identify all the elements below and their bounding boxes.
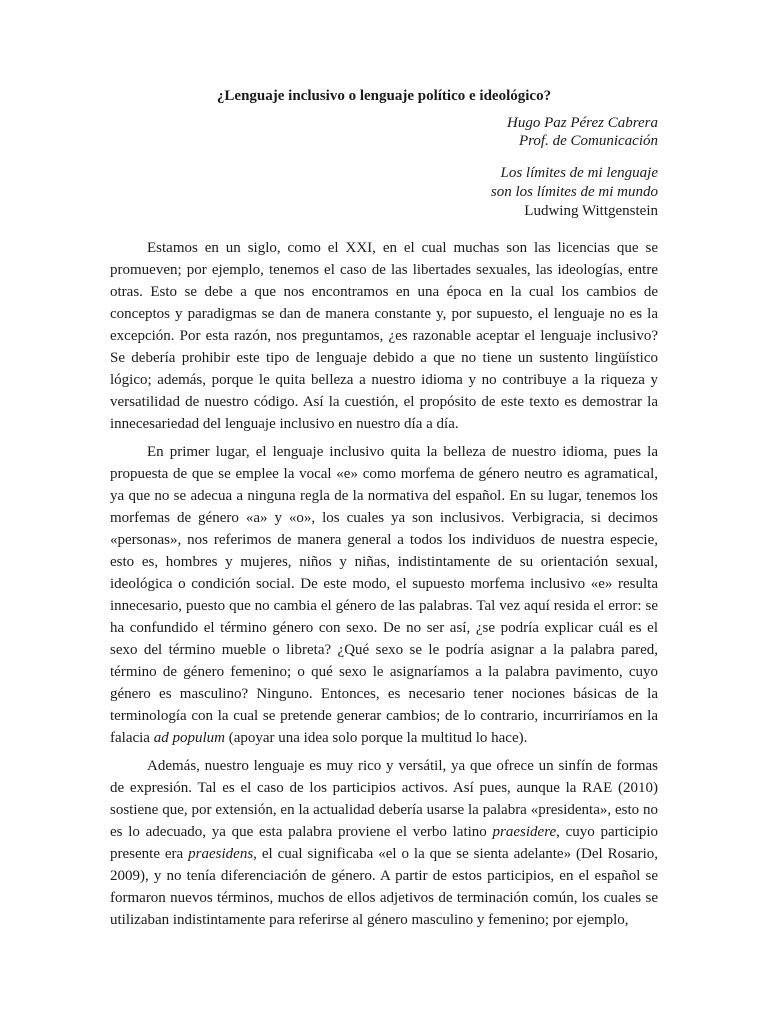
document-body [110, 237, 658, 931]
paragraph-3-italic-term-2: praesidens [188, 846, 254, 862]
paragraph-3-text-b: , cuyo participio presente era [110, 824, 659, 862]
author-block [110, 114, 658, 150]
epigraph-line-2: son los límites de mi mundo [490, 184, 658, 200]
paragraph-1-text: Estamos en un siglo, como el XXI, en el cual muchas son las licencias que se promueven; por ejemplo, tenemos el caso de las libertades sexuales, las ideologías, entre otras. Esto se debe a que nos encontramos en una época en la cual los cambios de conceptos y paradigmas se dan de manera constante y, por supuesto, el lenguaje no es la excepción. Por esta razón, nos preguntamos, ¿es razonable aceptar el lenguaje inclusivo? Se debería prohibir este tipo de lenguaje debido a que no tiene un sustento lingüístico lógico; además, porque le quita belleza a nuestro idioma y no contribuye a la riqueza y versatilidad de nuestro código. Así la cuestión, el propósito de este texto es demostrar la innecesariedad del lenguaje inclusivo en nuestro día a día. [110, 240, 658, 432]
author-name: Hugo Paz Pérez Cabrera [507, 115, 658, 131]
paragraph-3-text-c: , el cual significaba «el o la que se sienta adelante» (Del Rosario, 2009), y no tenía diferenciación de género. A partir de estos participios, en el español se formaron nuevos términos, muchos de ellos adjetivos de terminación común, los cuales se utilizaban indistintamente para referirse al género masculino y femenino; por ejemplo, [110, 846, 658, 928]
paragraph-2 [110, 441, 658, 749]
paragraph-3-italic-term-1: praesidere [492, 824, 557, 840]
paragraph-1 [110, 237, 658, 435]
epigraph [110, 164, 658, 221]
paragraph-2-italic-term: ad populum [153, 730, 225, 746]
epigraph-line-1: Los límites de mi lenguaje [500, 165, 658, 181]
epigraph-attribution: Ludwing Wittgenstein [524, 203, 658, 219]
paragraph-3-text-a: Además, nuestro lenguaje es muy rico y versátil, ya que ofrece un sinfín de formas de expresión. Tal es el caso de los participios activos. Así pues, aunque la RAE (2010) sostiene que, por extensión, en la actualidad debería usarse la palabra «presidenta», esto no es lo adecuado, ya que esta palabra proviene el verbo latino [110, 758, 658, 840]
paragraph-3 [110, 755, 658, 931]
paragraph-2-text-b: (apoyar una idea solo porque la multitud lo hace). [224, 730, 528, 746]
author-role: Prof. de Comunicación [518, 133, 658, 149]
document-title: ¿Lenguaje inclusivo o lenguaje político e ideológico? [216, 88, 552, 104]
paragraph-2-text-a: En primer lugar, el lenguaje inclusivo quita la belleza de nuestro idioma, pues la propuesta de que se emplee la vocal «e» como morfema de género neutro es agramatical, ya que no se adecua a ninguna regla de la normativa del español. En su lugar, tenemos los morfemas de género «a» y «o», los cuales ya son inclusivos. Verbigracia, si decimos «personas», nos referimos de manera general a todos los individuos de nuestra especie, esto es, hombres y mujeres, niños y niñas, indistintamente de su orientación sexual, ideológica o condición social. De este modo, el supuesto morfema inclusivo «e» resulta innecesario, puesto que no cambia el género de las palabras. Tal vez aquí resida el error: se ha confundido el término género con sexo. De no ser así, ¿se podría explicar cuál es el sexo del término mueble o libreta? ¿Qué sexo se le podría asignar a la palabra pared, término de género femenino; o qué sexo le asignaríamos a la palabra pavimento, cuyo género es masculino? Ninguno. Entonces, es necesario tener nociones básicas de la terminología con la cual se pretende generar cambios; de lo contrario, incurriríamos en la falacia [110, 444, 658, 746]
